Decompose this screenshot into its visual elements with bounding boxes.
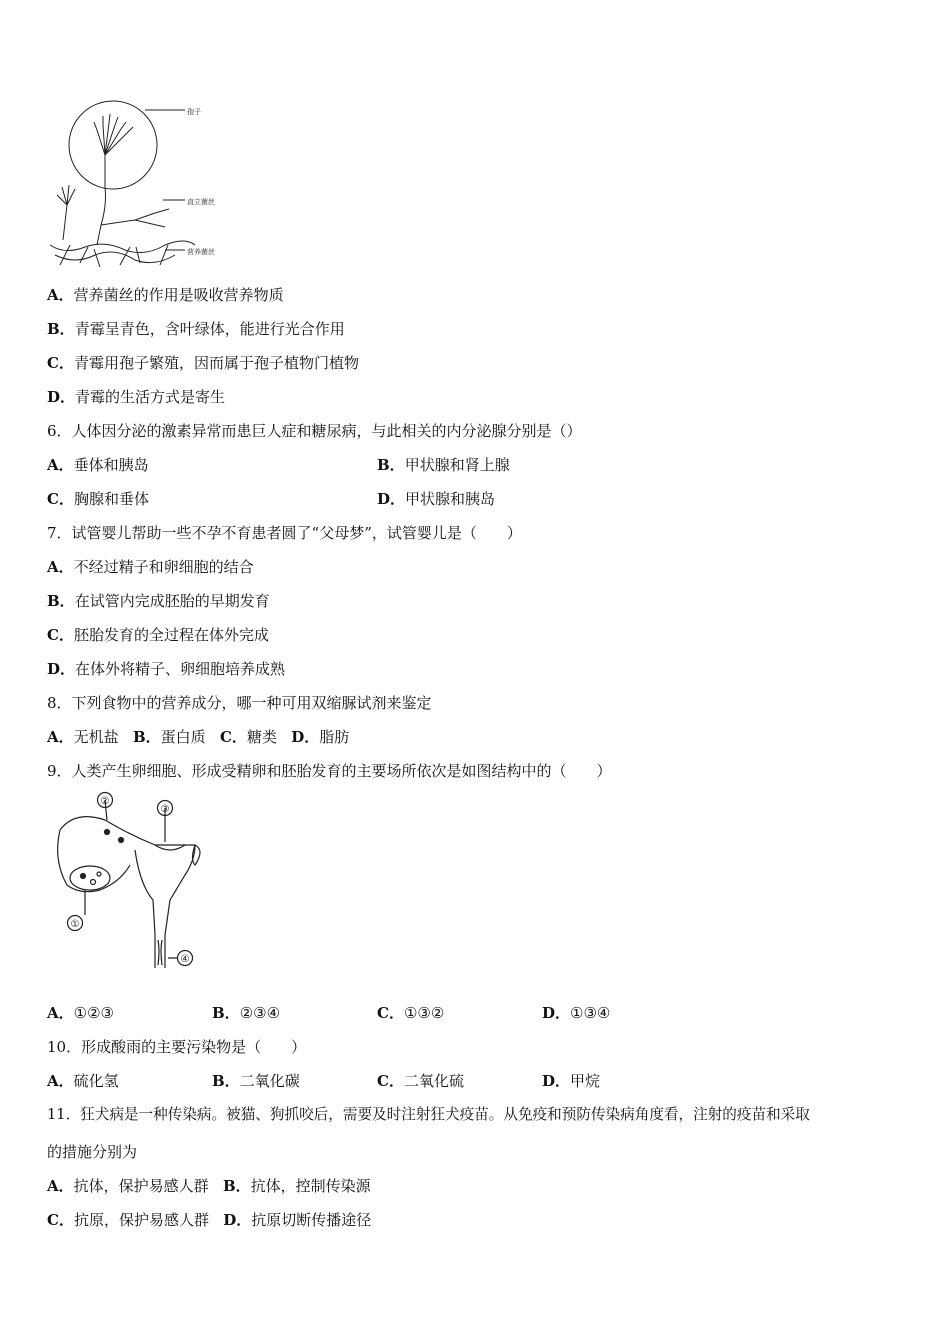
fig1-label-spore: 孢子 [187, 108, 201, 116]
q5-option-a: A．营养菌丝的作用是吸收营养物质 [47, 286, 284, 304]
fig2-label-1: ① [70, 919, 80, 930]
q11-stem-line2: 的措施分别为 [47, 1143, 138, 1161]
q10-option-c: C．二氧化硫 [377, 1072, 464, 1090]
q10-option-a: A．硫化氢 [47, 1072, 119, 1090]
q5-option-c: C．青霉用孢子繁殖，因而属于孢子植物门植物 [47, 354, 359, 372]
q7-stem: 7．试管婴儿帮助一些不孕不育患者圆了“父母梦”，试管婴儿是（ ） [47, 524, 522, 542]
q6-option-d: D．甲状腺和胰岛 [377, 490, 496, 508]
q11-options-row2: C．抗原，保护易感人群 D．抗原切断传播途径 [47, 1211, 372, 1229]
q9-stem: 9．人类产生卵细胞、形成受精卵和胚胎发育的主要场所依次是如图结构中的（ ） [47, 762, 612, 780]
q10-option-b: B．二氧化碳 [212, 1072, 300, 1090]
q7-option-d: D．在体外将精子、卵细胞培养成熟 [47, 660, 286, 678]
penicillium-diagram [45, 95, 245, 275]
female-reproductive-diagram [45, 790, 220, 975]
q7-option-a: A．不经过精子和卵细胞的结合 [47, 558, 254, 576]
q6-option-a: A．垂体和胰岛 [47, 456, 149, 474]
q9-option-b: B．②③④ [212, 1004, 281, 1022]
fig2-label-4: ④ [180, 954, 190, 965]
q8-options: A．无机盐 B．蛋白质 C．糖类 D．脂肪 [47, 728, 350, 746]
q8-stem: 8．下列食物中的营养成分，哪一种可用双缩脲试剂来鉴定 [47, 694, 432, 712]
q5-option-b: B．青霉呈青色，含叶绿体，能进行光合作用 [47, 320, 345, 338]
q6-stem: 6．人体因分泌的激素异常而患巨人症和糖尿病，与此相关的内分泌腺分别是（） [47, 422, 582, 440]
q7-option-b: B．在试管内完成胚胎的早期发育 [47, 592, 270, 610]
q6-option-c: C．胸腺和垂体 [47, 490, 149, 508]
q10-option-d: D．甲烷 [542, 1072, 601, 1090]
fig1-label-nutrient-hyphae: 营养菌丝 [187, 248, 215, 256]
q9-option-a: A．①②③ [47, 1004, 114, 1022]
spore-magnifier-circle [69, 101, 157, 189]
q9-option-d: D．①③④ [542, 1004, 611, 1022]
q11-stem-line1: 11．狂犬病是一种传染病。被猫、狗抓咬后，需要及时注射狂犬疫苗。从免疫和预防传染病角度看，注射的疫苗和采取 [47, 1106, 810, 1123]
fig1-label-aerial-hyphae: 直立菌丝 [187, 198, 215, 206]
fig2-label-2: ② [100, 796, 110, 807]
fig2-label-3: ③ [160, 804, 170, 815]
q5-option-d: D．青霉的生活方式是寄生 [47, 388, 226, 406]
ovary [70, 866, 110, 890]
q11-options-row1: A．抗体，保护易感人群 B．抗体，控制传染源 [47, 1177, 371, 1195]
q10-stem: 10．形成酸雨的主要污染物是（ ） [47, 1038, 307, 1056]
q6-option-b: B．甲状腺和肾上腺 [377, 456, 510, 474]
q9-option-c: C．①③② [377, 1004, 445, 1022]
right-tube-uterus-outline [60, 817, 195, 968]
q7-option-c: C．胚胎发育的全过程在体外完成 [47, 626, 269, 644]
